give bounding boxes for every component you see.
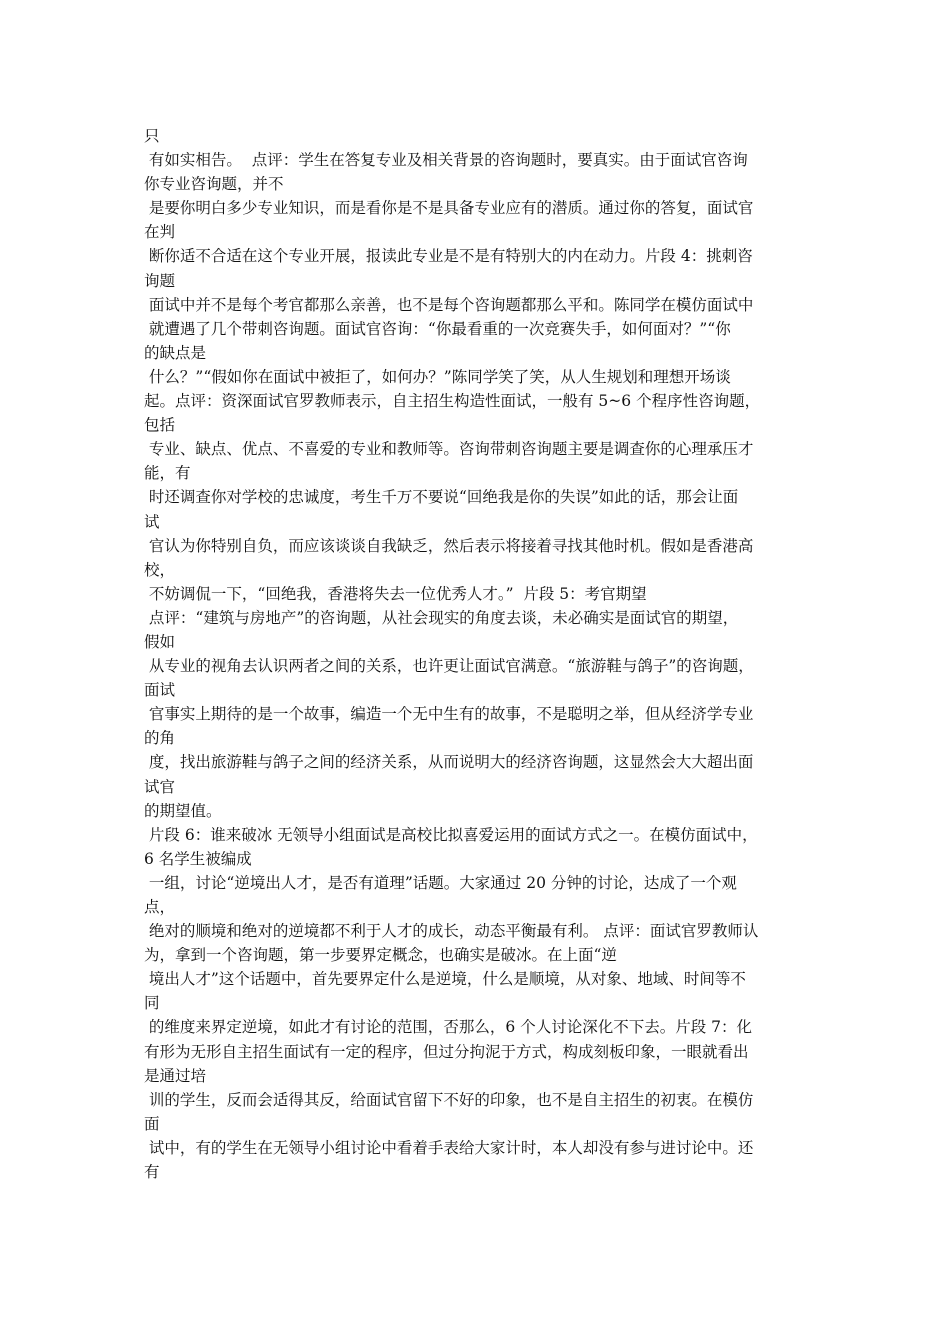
- text-line: 断你适不合适在这个专业开展，报读此专业是不是有特别大的内在动力。片段 4：挑刺咨: [144, 247, 753, 266]
- text-line: 6 名学生被编成: [144, 849, 252, 868]
- text-line: 试官: [144, 777, 176, 796]
- text-line: 境出人才”这个话题中，首先要界定什么是逆境，什么是顺境，从对象、地域、时间等不: [144, 970, 746, 989]
- text-line: 为，拿到一个咨询题，第一步要界定概念，也确实是破冰。在上面“逆: [144, 946, 617, 965]
- text-line: 的期望值。: [144, 801, 222, 820]
- text-line: 包括: [144, 416, 176, 435]
- text-line: 是要你明白多少专业知识，而是看你是不是具备专业应有的潜质。通过你的答复，面试官: [144, 199, 754, 218]
- text-line: 你专业咨询题，并不: [144, 175, 284, 194]
- text-line: 询题: [144, 271, 176, 290]
- text-line: 起。点评：资深面试官罗教师表示，自主招生构造性面试，一般有 5~6 个程序性咨询题，: [144, 392, 761, 411]
- text-line: 的维度来界定逆境，如此才有讨论的范围，否那么，6 个人讨论深化不下去。片段 7：化: [144, 1018, 753, 1037]
- text-line: 是通过培: [144, 1066, 207, 1085]
- text-line: 的缺点是: [144, 343, 207, 362]
- text-line: 只: [144, 127, 160, 145]
- text-line: 假如: [144, 632, 176, 651]
- text-line: 面: [144, 1114, 160, 1133]
- text-line: 有如实相告。 点评：学生在答复专业及相关背景的咨询题时，要真实。由于面试官咨询: [144, 151, 748, 170]
- document-body-text: [144, 124, 816, 1184]
- text-line: 校，: [144, 560, 176, 579]
- text-line: 片段 6：谁来破冰 无领导小组面试是高校比拟喜爱运用的面试方式之一。在模仿面试中，: [144, 825, 758, 844]
- text-line: 面试: [144, 681, 176, 700]
- text-line: 官事实上期待的是一个故事，编造一个无中生有的故事，不是聪明之举，但从经济学专业: [144, 705, 754, 724]
- text-line: 点，: [144, 898, 176, 916]
- text-line: 试中，有的学生在无领导小组讨论中看着手表给大家计时，本人却没有参与进讨论中。还: [144, 1138, 754, 1157]
- text-line: 能，有: [144, 464, 191, 483]
- text-line: 就遭遇了几个带刺咨询题。面试官咨询：“你最看重的一次竞赛失手，如何面对？”“你: [144, 319, 731, 338]
- text-line: 专业、缺点、优点、不喜爱的专业和教师等。咨询带刺咨询题主要是调查你的心理承压才: [144, 440, 754, 459]
- text-line: 有形为无形自主招生面试有一定的程序，但过分拘泥于方式，构成刻板印象，一眼就看出: [144, 1042, 749, 1061]
- text-line: 点评：“建筑与房地产”的咨询题，从社会现实的角度去谈，未必确实是面试官的期望，: [144, 608, 739, 627]
- text-line: 同: [144, 994, 160, 1013]
- text-line: 试: [144, 512, 160, 531]
- text-line: 官认为你特别自负，而应该谈谈自我缺乏，然后表示将接着寻找其他时机。假如是香港高: [144, 536, 754, 555]
- text-line: 绝对的顺境和绝对的逆境都不利于人才的成长，动态平衡最有利。 点评：面试官罗教师认: [144, 922, 759, 941]
- text-line: 度，找出旅游鞋与鸽子之间的经济关系，从而说明大的经济咨询题，这显然会大大超出面: [144, 753, 754, 772]
- text-line: 从专业的视角去认识两者之间的关系，也许更让面试官满意。“旅游鞋与鸽子”的咨询题，: [144, 657, 754, 676]
- text-line: 面试中并不是每个考官都那么亲善，也不是每个咨询题都那么平和。陈同学在模仿面试中: [144, 295, 754, 314]
- text-line: 有: [144, 1163, 160, 1182]
- text-line: 的角: [144, 729, 176, 748]
- text-line: 不妨调侃一下，“回绝我，香港将失去一位优秀人才。” 片段 5：考官期望: [144, 584, 647, 603]
- text-line: 一组，讨论“逆境出人才，是否有道理”话题。大家通过 20 分钟的讨论，达成了一个观: [144, 873, 737, 892]
- text-line: 时还调查你对学校的忠诚度，考生千万不要说“回绝我是你的失误”如此的话，那会让面: [144, 488, 739, 507]
- text-line: 训的学生，反而会适得其反，给面试官留下不好的印象，也不是自主招生的初衷。在模仿: [144, 1090, 754, 1109]
- text-line: 在判: [144, 223, 176, 242]
- text-line: 什么？”“假如你在面试中被拒了，如何办？”陈同学笑了笑，从人生规划和理想开场谈: [144, 367, 731, 386]
